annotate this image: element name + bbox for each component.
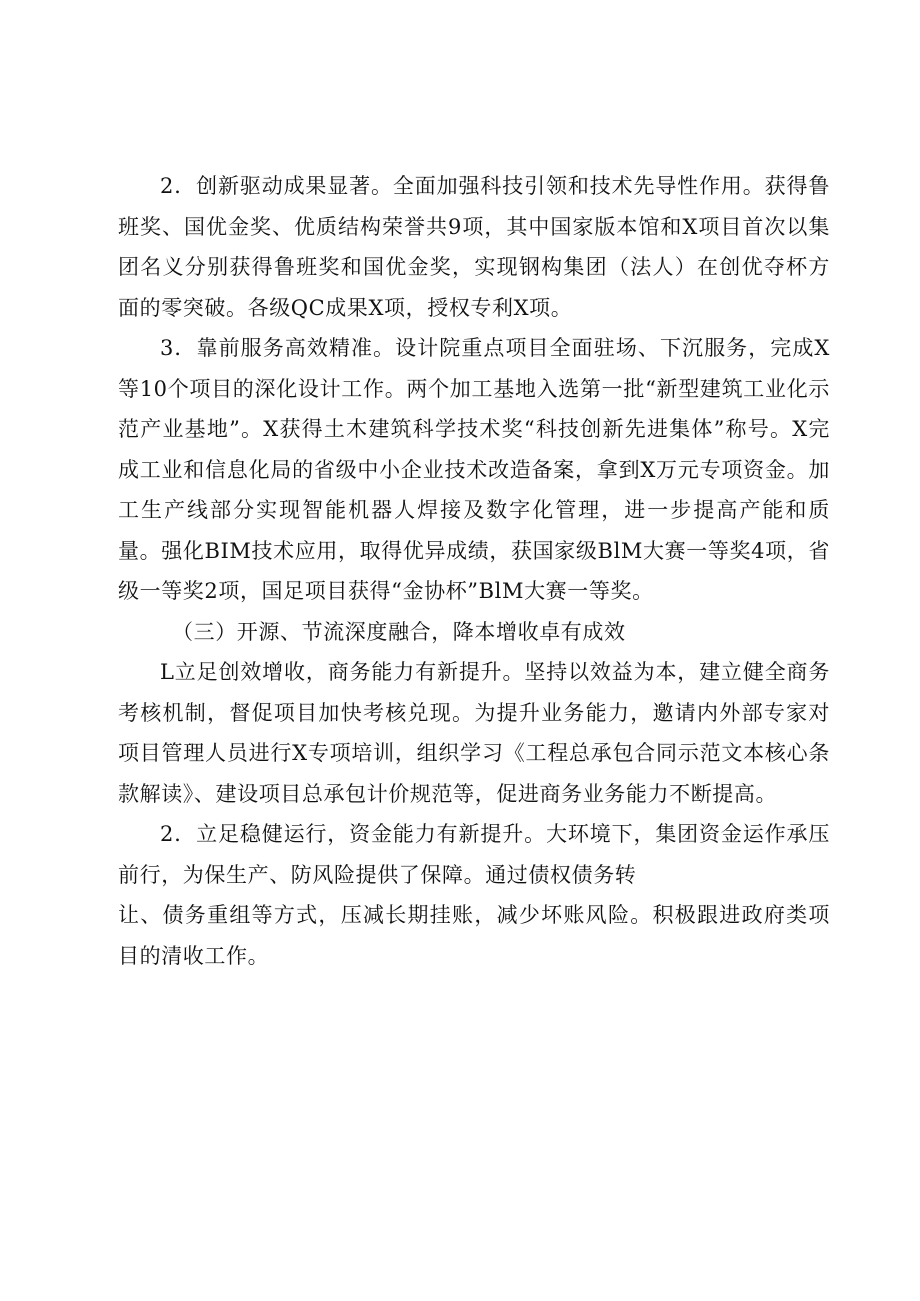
- paragraph-business-capability: L立足创效增收，商务能力有新提升。坚持以效益为本，建立健全商务考核机制，督促项目加快考核兑现。为提升业务能力，邀请内外部专家对项目管理人员进行X专项培训，组织学习《工程总承包合同示范文本核心条款解读》、建设项目总承包计价规范等，促进商务业务能力不断提高。: [118, 660, 830, 806]
- section-heading: （三）开源、节流深度融合，降本增收卓有成效: [172, 619, 626, 644]
- paragraph-frontline-service: 3．靠前服务高效精准。设计院重点项目全面驻场、下沉服务，完成X等10个项目的深化设计工作。两个加工基地入选第一批“新型建筑工业化示范产业基地”。X获得土木建筑科学技术奖“科技创新先进集体”称号。X完成工业和信息化局的省级中小企业技术改造备案，拿到X万元专项资金。加工生产线部分实现智能机器人焊接及数字化管理，进一步提高产能和质量。强化BIM技术应用，取得优异成绩，获国家级BlM大赛一等奖4项，省级一等奖2项，国足项目获得“金协杯”BlM大赛一等奖。: [118, 336, 830, 603]
- paragraph-innovation-results: 2．创新驱动成果显著。全面加强科技引领和技术先导性作用。获得鲁班奖、国优金奖、优质结构荣誉共9项，其中国家版本馆和X项目首次以集团名义分别获得鲁班奖和国优金奖，实现钢构集团（法人）在创优夺杯方面的零突破。各级QC成果X项，授权专利X项。: [118, 174, 830, 320]
- paragraph-capital-capability: 2．立足稳健运行，资金能力有新提升。大环境下，集团资金运作承压前行，为保生产、防风险提供了保障。通过债权债务转: [118, 822, 830, 887]
- paragraph-capital-continued: 让、债务重组等方式，压减长期挂账，减少坏账风险。积极跟进政府类项目的清收工作。: [118, 903, 830, 968]
- document-body: [118, 166, 830, 976]
